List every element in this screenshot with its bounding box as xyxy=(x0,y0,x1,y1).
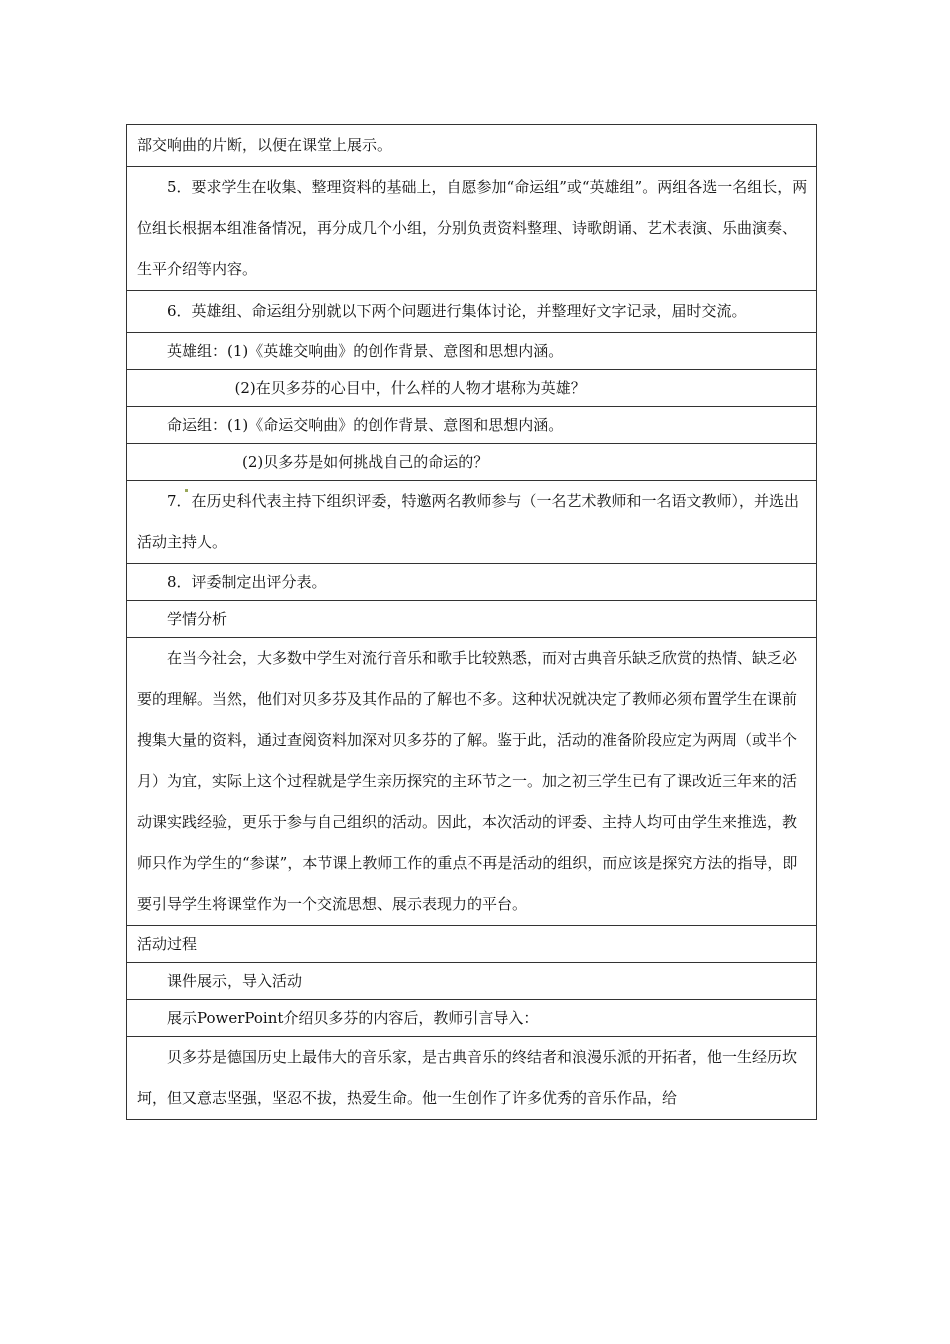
table-row xyxy=(127,370,817,407)
table-row xyxy=(127,564,817,601)
hero-group-question-1: 英雄组：(1)《英雄交响曲》的创作背景、意图和思想内涵。 xyxy=(127,333,817,370)
step-7-text: 7．在历史科代表主持下组织评委，特邀两名教师参与（一名艺术教师和一名语文教师），并选出活动主持人。 xyxy=(127,481,817,564)
step-5-text: 5．要求学生在收集、整理资料的基础上，自愿参加“命运组”或“英雄组”。两组各选一名组长，两位组长根据本组准备情况，再分成几个小组，分别负责资料整理、诗歌朗诵、艺术表演、乐曲演奏、生平介绍等内容。 xyxy=(127,167,817,291)
table-row xyxy=(127,125,817,167)
fate-group-question-2: (2)贝多芬是如何挑战自己的命运的？ xyxy=(127,444,817,481)
table-row xyxy=(127,481,817,564)
row-continuation-text: 部交响曲的片断，以便在课堂上展示。 xyxy=(127,125,817,167)
scan-speck xyxy=(185,489,188,492)
activity-step-intro: 课件展示，导入活动 xyxy=(127,963,817,1000)
table-row xyxy=(127,601,817,638)
table-row xyxy=(127,1000,817,1037)
table-row xyxy=(127,407,817,444)
step-6-text: 6．英雄组、命运组分别就以下两个问题进行集体讨论，并整理好文字记录，届时交流。 xyxy=(127,291,817,333)
section-heading-student-analysis: 学情分析 xyxy=(127,601,817,638)
table-row xyxy=(127,926,817,963)
table-row xyxy=(127,1037,817,1120)
powerpoint-intro-text: 展示PowerPoint介绍贝多芬的内容后，教师引言导入： xyxy=(127,1000,817,1037)
table-row xyxy=(127,963,817,1000)
table-row xyxy=(127,444,817,481)
beethoven-intro-paragraph: 贝多芬是德国历史上最伟大的音乐家，是古典音乐的终结者和浪漫乐派的开拓者，他一生经历坎坷，但又意志坚强，坚忍不拔，热爱生命。他一生创作了许多优秀的音乐作品，给 xyxy=(127,1037,817,1120)
fate-group-question-1: 命运组：(1)《命运交响曲》的创作背景、意图和思想内涵。 xyxy=(127,407,817,444)
student-analysis-paragraph: 在当今社会，大多数中学生对流行音乐和歌手比较熟悉，而对古典音乐缺乏欣赏的热情、缺乏必要的理解。当然，他们对贝多芬及其作品的了解也不多。这种状况就决定了教师必须布置学生在课前搜集大量的资料，通过查阅资料加深对贝多芬的了解。鉴于此，活动的准备阶段应定为两周（或半个月）为宜，实际上这个过程就是学生亲历探究的主环节之一。加之初三学生已有了课改近三年来的活动课实践经验，更乐于参与自己组织的活动。因此，本次活动的评委、主持人均可由学生来推选，教师只作为学生的“参谋”，本节课上教师工作的重点不再是活动的组织，而应该是探究方法的指导，即要引导学生将课堂作为一个交流思想、展示表现力的平台。 xyxy=(127,638,817,926)
table-row xyxy=(127,167,817,291)
step-8-text: 8．评委制定出评分表。 xyxy=(127,564,817,601)
table-row xyxy=(127,638,817,926)
table-row xyxy=(127,291,817,333)
lesson-plan-table xyxy=(126,124,817,1120)
section-heading-activity-process: 活动过程 xyxy=(127,926,817,963)
table-row xyxy=(127,333,817,370)
hero-group-question-2: (2)在贝多芬的心目中，什么样的人物才堪称为英雄？ xyxy=(127,370,817,407)
